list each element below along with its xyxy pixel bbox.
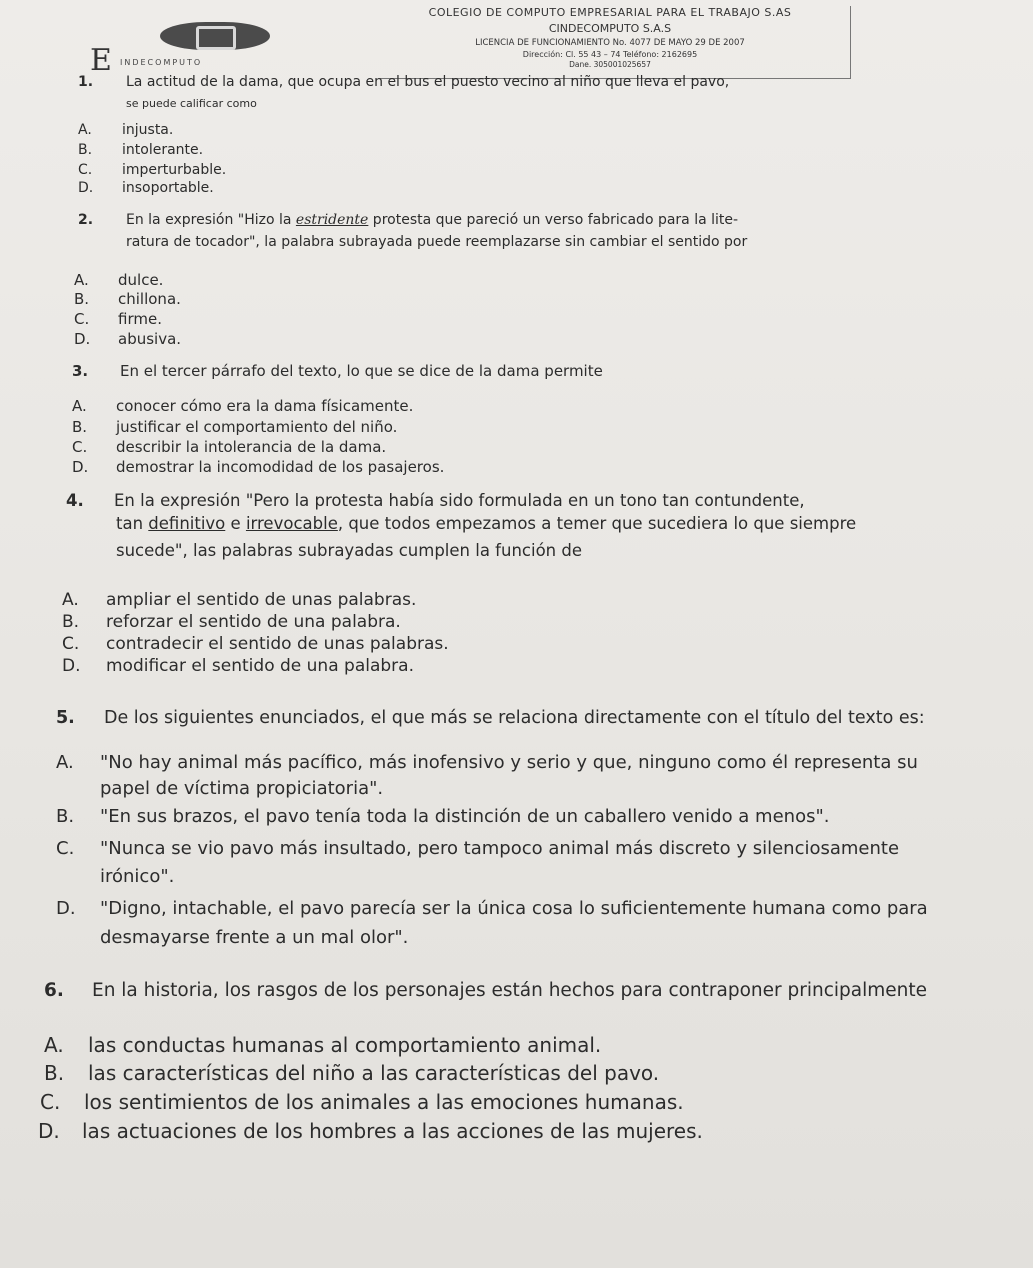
option-5c-line2: irónico". [100,866,175,887]
option-5c: C. "Nunca se vio pavo más insultado, pero tampoco animal más discreto y silenciosamente [56,838,900,859]
option-5a-line2: papel de víctima propiciatoria". [100,778,384,799]
question-4-line3: sucede", las palabras subrayadas cumplen la función de [116,541,582,560]
question-2-line2: ratura de tocador", la palabra subrayada puede reemplazarse sin cambiar el sentido por [126,234,748,250]
school-header [90,6,870,80]
header-lines [330,6,890,70]
option-3b: B. justificar el comportamiento del niño. [72,418,398,436]
question-number: 2. [78,212,94,228]
school-name: COLEGIO DE COMPUTO EMPRESARIAL PARA EL TRABAJO S.AS [428,6,792,19]
option-5b: B. "En sus brazos, el pavo tenía toda la distinción de un caballero venido a menos". [56,806,830,827]
option-6d: D. las actuaciones de los hombres a las acciones de las mujeres. [38,1119,703,1143]
question-text: La actitud de la dama, que ocupa en el bus el puesto vecino al niño que lleva el pavo, [126,74,730,90]
question-4-line2: tan definitivo e irrevocable, que todos empezamos a temer que sucediera lo que siempre [116,514,857,533]
question-number: 6. [44,980,64,1001]
option-5d: D. "Digno, intachable, el pavo parecía ser la única cosa lo suficientemente humana como para [56,898,928,919]
option-5a: A. "No hay animal más pacífico, más inofensivo y serio y que, ninguno como él representa su [56,752,918,773]
question-6: 6. En la historia, los rasgos de los personajes están hechos para contraponer principalmente [44,980,928,1001]
option-4b: B. reforzar el sentido de una palabra. [62,612,401,632]
school-logo [90,16,350,76]
option-5d-line2: desmayarse frente a un mal olor". [100,927,409,948]
option-3c: C. describir la intolerancia de la dama. [72,438,387,456]
logo-text: INDECOMPUTO [120,58,203,67]
option-3a: A. conocer cómo era la dama físicamente. [72,397,414,415]
option-6c: C. los sentimientos de los animales a las emociones humanas. [40,1090,684,1114]
option-1b: B. intolerante. [78,142,204,158]
option-6b: B. las características del niño a las características del pavo. [44,1061,660,1085]
question-number: 1. [78,74,94,90]
logo-letter: E [90,43,112,78]
question-2: 2. En la expresión "Hizo la estridente protesta que pareció un verso fabricado para la lite- [78,212,739,228]
option-4d: D. modificar el sentido de una palabra. [62,656,414,676]
question-4: 4. En la expresión "Pero la protesta había sido formulada en un tono tan contundente, [66,491,805,510]
underlined-word: definitivo [148,514,226,533]
option-2c: C. firme. [74,310,162,328]
underlined-word: irrevocable [245,514,338,533]
option-3d: D. demostrar la incomodidad de los pasajeros. [72,458,445,476]
dane-line: Dane. 305001025657 [569,60,651,69]
option-1a: A. injusta. [78,122,174,138]
question-5: 5. De los siguientes enunciados, el que más se relaciona directamente con el título del texto es: [56,708,925,728]
company-name: CINDECOMPUTO S.A.S [548,22,672,35]
option-1c: C. imperturbable. [78,162,227,178]
question-number: 4. [66,491,84,510]
option-2a: A. dulce. [74,271,164,289]
underlined-word: estridente [295,212,369,228]
question-1 [78,74,729,90]
option-1d: D. insoportable. [78,180,214,196]
option-6a: A. las conductas humanas al comportamiento animal. [44,1033,602,1057]
question-number: 3. [72,362,89,380]
question-3: 3. En el tercer párrafo del texto, lo que se dice de la dama permite [72,362,603,380]
question-1-line2: se puede calificar como [126,97,257,110]
option-4a: A. ampliar el sentido de unas palabras. [62,590,417,610]
address-line: Dirección: Cl. 55 43 – 74 Teléfono: 2162695 [522,50,698,59]
option-2d: D. abusiva. [74,330,182,348]
option-4c: C. contradecir el sentido de unas palabras. [62,634,449,654]
logo-badge-icon [160,22,270,50]
question-number: 5. [56,708,75,728]
license-line: LICENCIA DE FUNCIONAMIENTO No. 4077 DE MAYO 29 DE 2007 [475,38,745,48]
option-2b: B. chillona. [74,290,181,308]
